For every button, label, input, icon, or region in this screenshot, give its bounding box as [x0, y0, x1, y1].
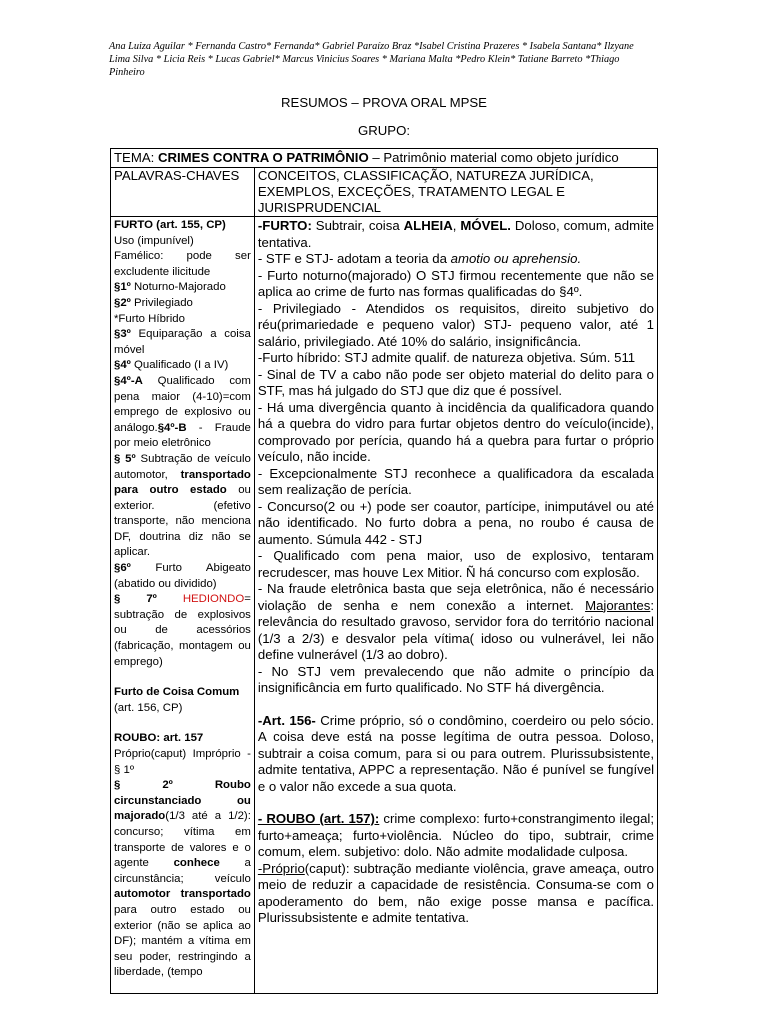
keyword-item: §1º Noturno-Majorado [114, 281, 226, 294]
concept-paragraph: - No STJ vem prevalecendo que não admite o princípio da insignificância em furto qualificado. No STF há divergência. [257, 663, 654, 695]
keyword-item: §3º Equiparação a coisa móvel [114, 328, 251, 356]
concept-paragraph: - Furto noturno(majorado) O STJ firmou recentemente que não se aplica ao crime de furto nas formas qualificadas do §4º. [257, 267, 654, 299]
content-row [111, 217, 658, 994]
keyword-item: § 5º Subtração de veículo automotor, transportado para outro estado ou exterior. (efetivo transporte, não menciona DF, doutrina diz não se aplicar. [114, 452, 251, 559]
authors-line: Ana Luiza Aguilar * Fernanda Castro* Fernanda* Gabriel Paraízo Braz *Isabel Cristina Prazeres * Isabela Santana* Ilzyane Lima Silva * Licia Reis * Lucas Gabriel* Marcus Vinicius Soares * Mariana Malta *Pedro Klein* Tatiane Barreto *Thiago Pinheiro [109, 41, 634, 78]
concept-paragraph: - Na fraude eletrônica basta que seja eletrônica, não é necessário violação de senha e nem conexão a internet. Majorantes: relevância do resultado gravoso, servidor fora do território nacional (1/3 a 2/3) e desvalor pela vítima( idoso ou vulnerável, lei não define vulnerável (1/3 ao dobro). [257, 581, 654, 662]
group-label: GRUPO: [357, 123, 411, 138]
keyword-item: (art. 156, CP) [114, 701, 183, 714]
theme-cell [111, 149, 658, 168]
keyword-item: Famélico: pode ser excludente ilicitude [114, 250, 251, 278]
keyword-item: §2º Privilegiado [114, 296, 193, 309]
concept-paragraph: - Privilegiado - Atendidos os requisitos, direito subjetivo do réu(primariedade e pequeno valor) STJ- pequeno valor, até 1 salário, privilegiado. Até 10% do salário, insignificância. [257, 300, 654, 349]
hediondo-tag: HEDIONDO [182, 593, 245, 606]
concept-paragraph: -Art. 156- Crime próprio, só o condômino, coerdeiro ou pelo sócio. A coisa deve está na posse legítima de outra pessoa. Doloso, subtrair a coisa comum, para si ou para outrem. Plurissubsistente, admite tentativa, APPC a representação. Não é punível se fungível e o valor não excede a sua quota. [257, 712, 654, 794]
theme-row [111, 149, 658, 168]
concept-paragraph: - ROUBO (art. 157): crime complexo: furto+constrangimento ilegal; furto+ameaça; furto+violência. Núcleo do tipo, subtrair, crime comum, elem. subjetivo: dolo. Não admite modalidade culposa. [257, 811, 654, 859]
page-title: RESUMOS – PROVA ORAL MPSE [281, 95, 487, 110]
keyword-item: §4º Qualificado (I a IV) [114, 359, 229, 372]
concept-paragraph: -FURTO: Subtrair, coisa ALHEIA, MÓVEL. Doloso, comum, admite tentativa. [257, 218, 655, 250]
concept-paragraph: -Furto híbrido: STJ admite qualif. de natureza objetiva. Súm. 511 [257, 350, 636, 365]
concept-paragraph: -Próprio(caput): subtração mediante violência, grave ameaça, outro meio de reduzir a capacidade de resistência. Consuma-se com o apoderamento do bem, não exige posse mansa e pacífica. Plurissubsistente e admite tentativa. [257, 860, 654, 925]
theme-subtitle: – Patrimônio material como objeto jurídico [368, 150, 619, 165]
concept-paragraph: - STF e STJ- adotam a teoria da amotio ou aprehensio. [257, 251, 582, 266]
furto-heading: FURTO (art. 155, CP) [114, 219, 226, 231]
keyword-item: § 7º HEDIONDO= subtração de explosivos ou de acessórios (fabricação, montagem ou emprego) [114, 593, 251, 668]
concept-paragraph: - Excepcionalmente STJ reconhece a qualificadora da escalada sem realização de perícia. [257, 465, 654, 497]
keyword-item: *Furto Híbrido [114, 312, 185, 325]
keyword-item: Próprio(caput) Impróprio - § 1º [114, 748, 251, 776]
keyword-item: Uso (impunível) [114, 234, 194, 247]
keywords-cell [111, 217, 255, 994]
concept-paragraph: - Qualificado com pena maior, uso de explosivo, tentaram recrudescer, mas houve Lex Mitior. Ñ há concurso com explosão. [257, 548, 654, 580]
summary-table [110, 148, 658, 994]
concept-paragraph: - Sinal de TV a cabo não pode ser objeto material do delito para o STF, mas há julgado do STJ que diz que é possível. [257, 366, 654, 398]
roubo-heading: ROUBO: art. 157 [114, 732, 204, 745]
keyword-item: §4º-A Qualificado com pena maior (4-10)=com emprego de explosivo ou análogo.§4º-B - Fraude por meio eletrônico [114, 374, 251, 450]
header-row [111, 168, 658, 217]
coisa-comum-heading: Furto de Coisa Comum [114, 686, 240, 699]
header-concepts: CONCEITOS, CLASSIFICAÇÃO, NATUREZA JURÍDICA, EXEMPLOS, EXCEÇÕES, TRATAMENTO LEGAL E JURISPRUDENCIAL [254, 168, 657, 217]
concept-paragraph: - Concurso(2 ou +) pode ser coautor, partícipe, inimputável ou até não identificado. No furto dobra a pena, no roubo é causa de aumento. Súmula 442 - STJ [257, 498, 654, 547]
concepts-cell [254, 217, 657, 994]
theme-title: CRIMES CONTRA O PATRIMÔNIO [157, 150, 369, 165]
keyword-item: § 2º Roubo circunstanciado ou majorado(1/3 até a 1/2): concurso; vítima em transporte de valores e o agente conhece a circunstância; veículo automotor transportado para outro estado ou exterior (não se aplica ao DF); mantém a vítima em seu poder, restringindo a liberdade, (tempo [114, 779, 251, 979]
theme-label: TEMA: [114, 150, 155, 165]
header-keywords: PALAVRAS-CHAVES [111, 168, 255, 217]
concept-paragraph: - Há uma divergência quanto à incidência da qualificadora quando há a quebra do vidro para furtar objetos dentro do veículo(incide), comprovado por perícia, quando há a quebra para furtar o próprio veículo, não incide. [257, 399, 654, 464]
keyword-item: §6º Furto Abigeato (abatido ou dividido) [114, 562, 251, 590]
